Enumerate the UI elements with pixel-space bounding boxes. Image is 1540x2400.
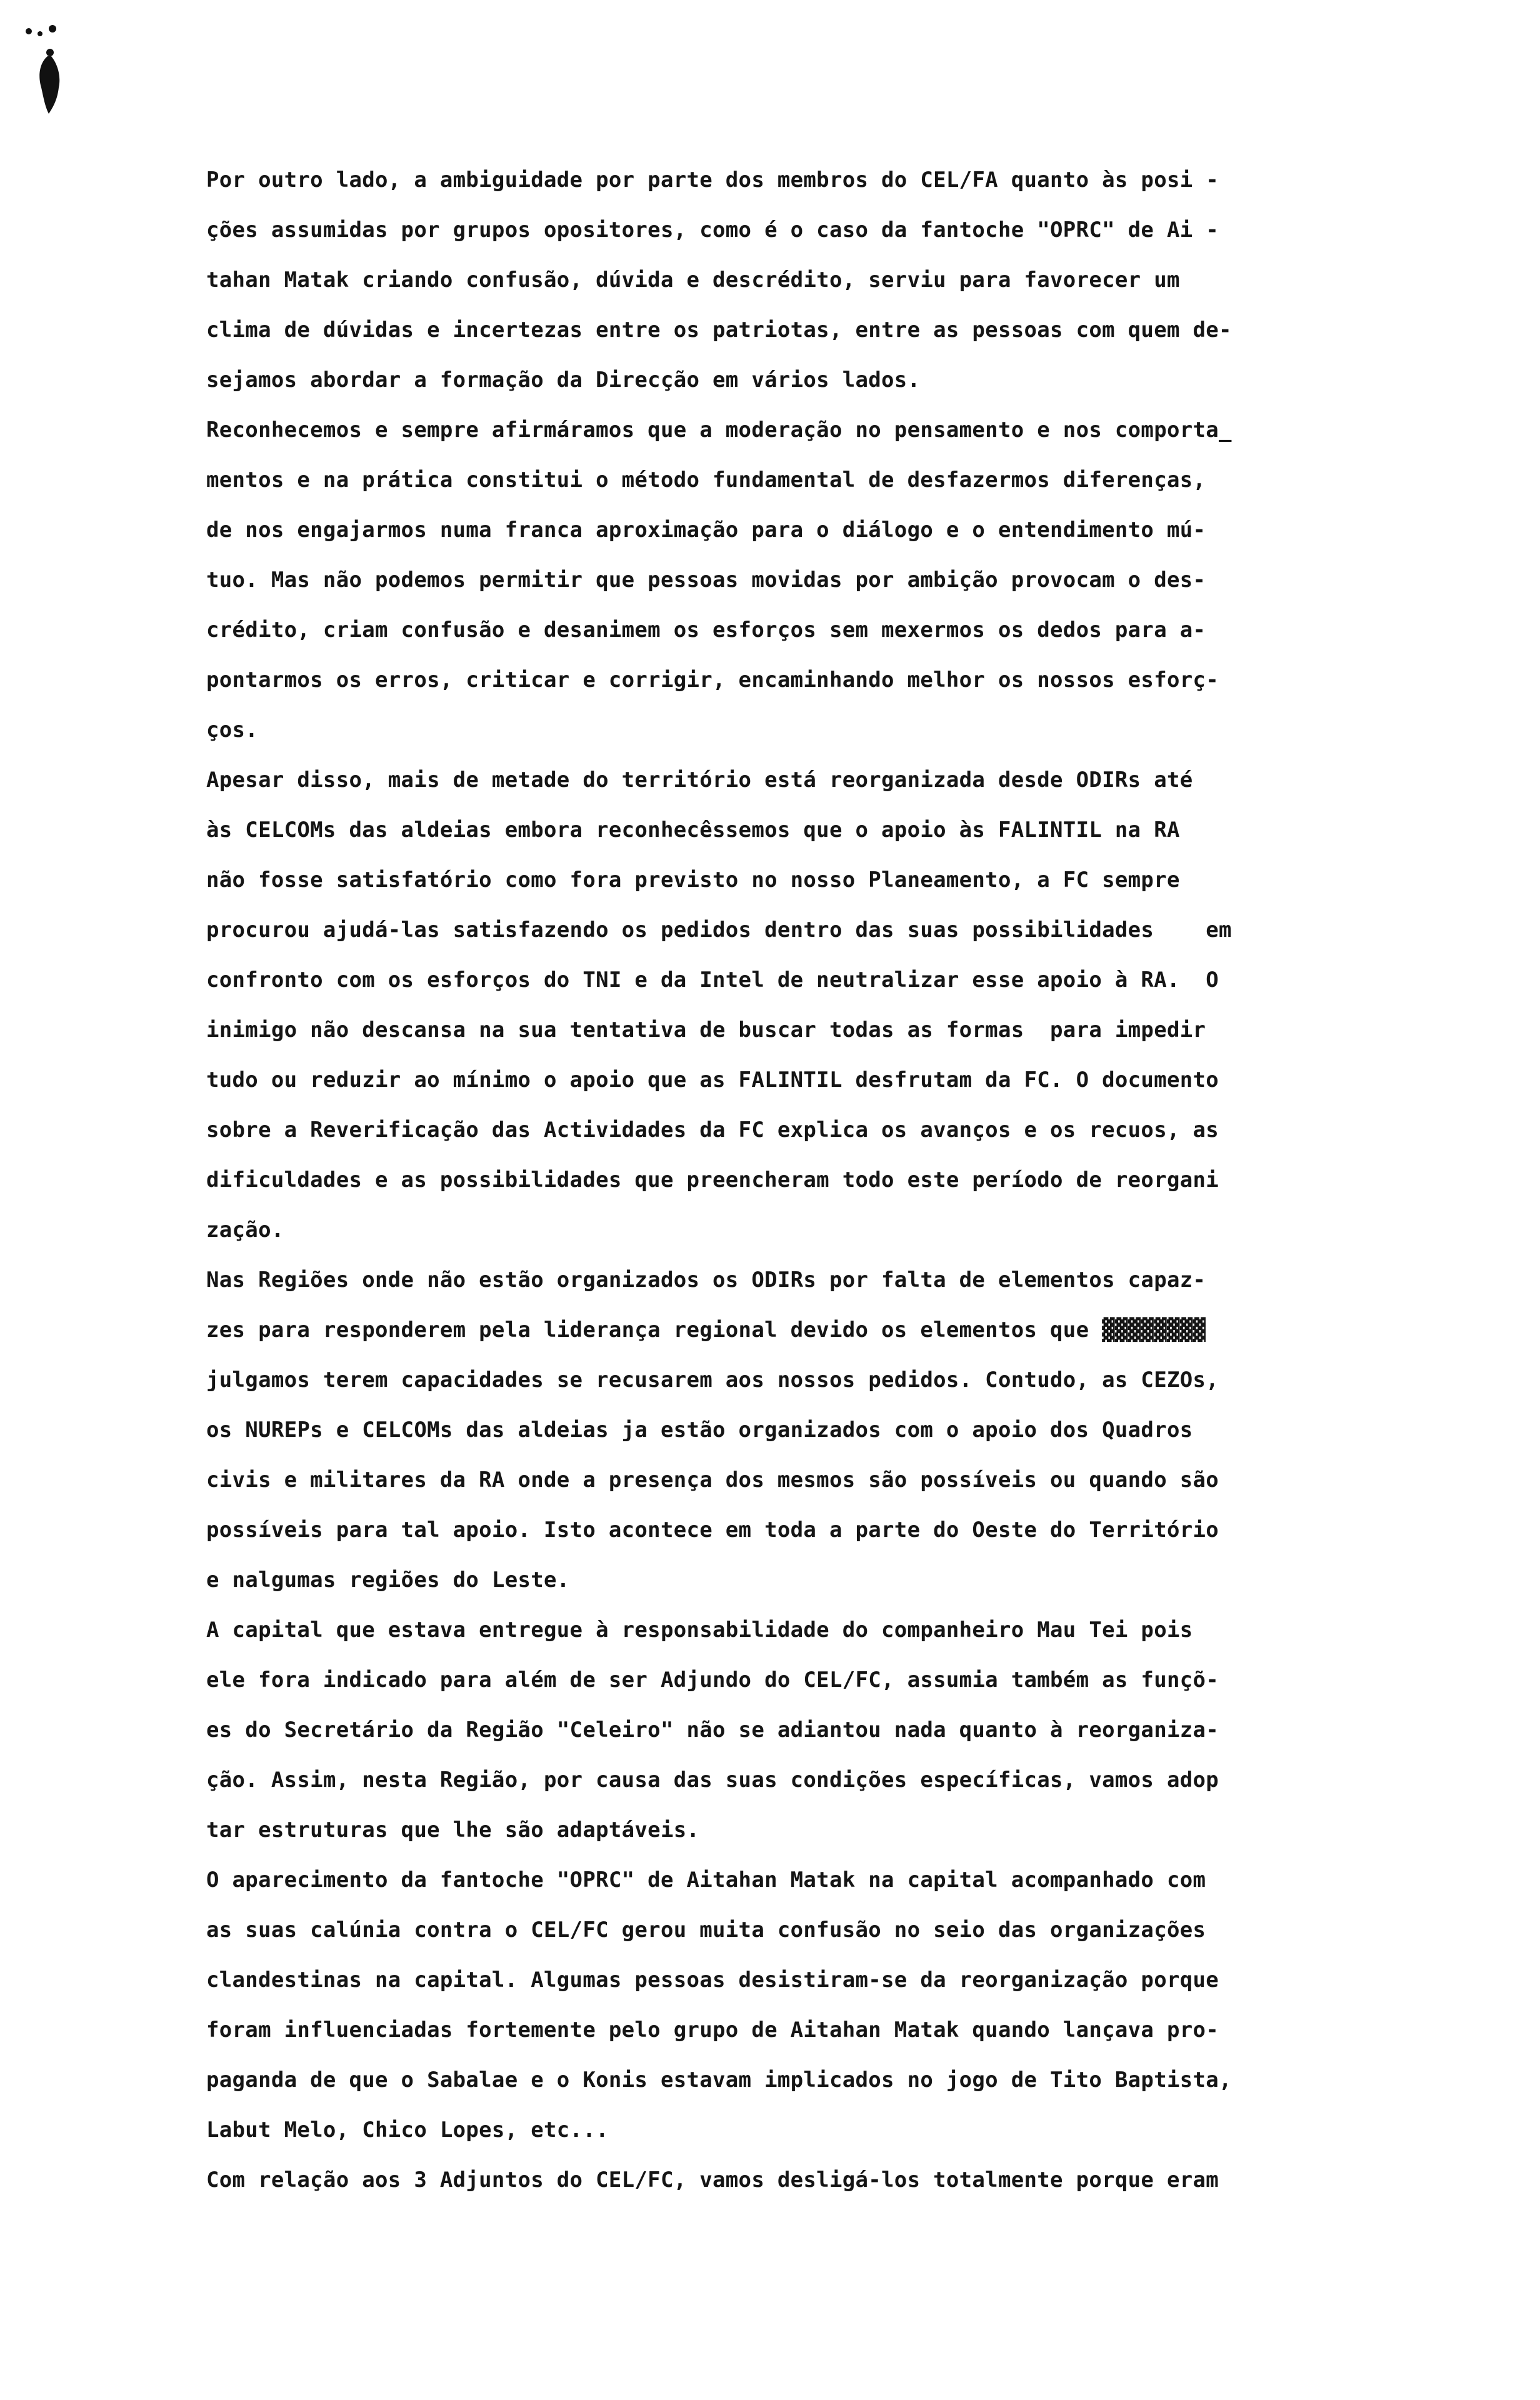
text-line: es do Secretário da Região "Celeiro" não se adiantou nada quanto à reorganiza-	[206, 1718, 1219, 1742]
text-line: procurou ajudá-las satisfazendo os pedidos dentro das suas possibilidades em	[206, 918, 1232, 942]
ink-blot-mark	[22, 25, 72, 119]
text-line: pontarmos os erros, criticar e corrigir, encaminhando melhor os nossos esforç-	[206, 668, 1219, 692]
text-line: e nalgumas regiões do Leste.	[206, 1568, 570, 1592]
text-line: tudo ou reduzir ao mínimo o apoio que as FALINTIL desfrutam da FC. O documento	[206, 1068, 1219, 1092]
text-line: confronto com os esforços do TNI e da Intel de neutralizar esse apoio à RA. O	[206, 968, 1219, 992]
text-line: ele fora indicado para além de ser Adjundo do CEL/FC, assumia também as funçõ-	[206, 1668, 1219, 1692]
ink-blot-icon	[22, 25, 72, 119]
text-line: ços.	[206, 718, 259, 742]
text-line: clima de dúvidas e incertezas entre os patriotas, entre as pessoas com quem de-	[206, 318, 1232, 342]
text-line: zes para responderem pela liderança regional devido os elementos que ▓▓▓▓▓▓▓▓	[206, 1318, 1206, 1342]
text-line: tahan Matak criando confusão, dúvida e descrédito, serviu para favorecer um	[206, 268, 1180, 292]
text-line: zação.	[206, 1218, 284, 1242]
text-line: possíveis para tal apoio. Isto acontece em toda a parte do Oeste do Território	[206, 1518, 1219, 1542]
text-line: paganda de que o Sabalae e o Konis estavam implicados no jogo de Tito Baptista,	[206, 2068, 1232, 2092]
text-line: não fosse satisfatório como fora previsto no nosso Planeamento, a FC sempre	[206, 868, 1180, 892]
text-line: A capital que estava entregue à responsabilidade do companheiro Mau Tei pois	[206, 1618, 1193, 1642]
text-line: ção. Assim, nesta Região, por causa das suas condições específicas, vamos adop	[206, 1768, 1219, 1792]
text-line: foram influenciadas fortemente pelo grupo de Aitahan Matak quando lançava pro-	[206, 2018, 1219, 2042]
text-line: tar estruturas que lhe são adaptáveis.	[206, 1818, 700, 1842]
text-line: dificuldades e as possibilidades que preencheram todo este período de reorgani	[206, 1168, 1219, 1192]
text-line: de nos engajarmos numa franca aproximação para o diálogo e o entendimento mú-	[206, 518, 1206, 542]
text-line: Reconhecemos e sempre afirmáramos que a moderação no pensamento e nos comporta_	[206, 418, 1232, 442]
text-line: sejamos abordar a formação da Direcção em vários lados.	[206, 368, 921, 392]
document-text-body	[206, 155, 1431, 2205]
text-line: Nas Regiões onde não estão organizados os ODIRs por falta de elementos capaz-	[206, 1268, 1206, 1292]
text-line: crédito, criam confusão e desanimem os esforços sem mexermos os dedos para a-	[206, 618, 1206, 642]
text-line: Com relação aos 3 Adjuntos do CEL/FC, vamos desligá-los totalmente porque eram	[206, 2168, 1219, 2192]
text-line: julgamos terem capacidades se recusarem aos nossos pedidos. Contudo, as CEZOs,	[206, 1368, 1219, 1392]
text-line: Labut Melo, Chico Lopes, etc...	[206, 2118, 609, 2142]
text-line: sobre a Reverificação das Actividades da FC explica os avanços e os recuos, as	[206, 1118, 1219, 1142]
text-line: às CELCOMs das aldeias embora reconhecêssemos que o apoio às FALINTIL na RA	[206, 818, 1180, 842]
text-line: as suas calúnia contra o CEL/FC gerou muita confusão no seio das organizações	[206, 1918, 1206, 1942]
text-line: clandestinas na capital. Algumas pessoas desistiram-se da reorganização porque	[206, 1968, 1219, 1992]
text-line: inimigo não descansa na sua tentativa de buscar todas as formas para impedir	[206, 1018, 1206, 1042]
text-line: os NUREPs e CELCOMs das aldeias ja estão organizados com o apoio dos Quadros	[206, 1418, 1193, 1442]
text-line: O aparecimento da fantoche "OPRC" de Aitahan Matak na capital acompanhado com	[206, 1868, 1206, 1892]
text-line: mentos e na prática constitui o método fundamental de desfazermos diferenças,	[206, 468, 1206, 492]
text-line: tuo. Mas não podemos permitir que pessoas movidas por ambição provocam o des-	[206, 568, 1206, 592]
text-line: Apesar disso, mais de metade do território está reorganizada desde ODIRs até	[206, 768, 1193, 792]
text-line: Por outro lado, a ambiguidade por parte dos membros do CEL/FA quanto às posi -	[206, 168, 1219, 192]
text-line: civis e militares da RA onde a presença dos mesmos são possíveis ou quando são	[206, 1468, 1219, 1492]
text-line: ções assumidas por grupos opositores, como é o caso da fantoche "OPRC" de Ai -	[206, 218, 1219, 242]
